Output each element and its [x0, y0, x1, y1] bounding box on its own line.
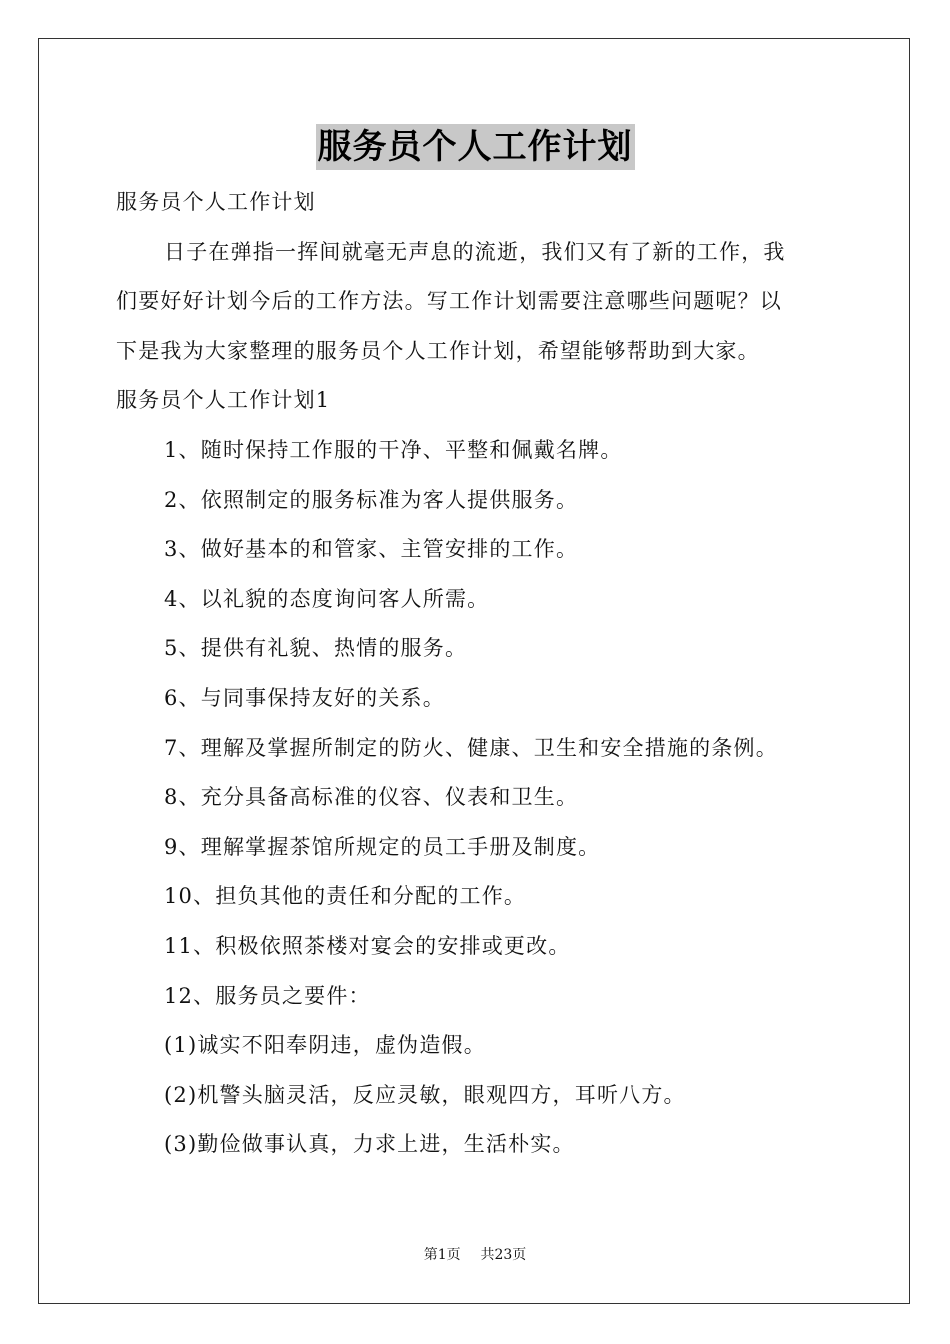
page-number: 第1页: [423, 1247, 461, 1263]
title-wrap: [0, 124, 950, 170]
text-line: 7、理解及掌握所制定的防火、健康、卫生和安全措施的条例。: [164, 735, 778, 760]
text-line: 8、充分具备高标准的仪容、仪表和卫生。: [164, 785, 579, 810]
text-line: 10、担负其他的责任和分配的工作。: [164, 884, 527, 909]
text-line: 5、提供有礼貌、热情的服务。: [164, 636, 468, 661]
document-title: 服务员个人工作计划: [316, 124, 635, 170]
page-footer: [0, 1244, 950, 1264]
document-body: [116, 178, 836, 1170]
text-line: 下是我为大家整理的服务员个人工作计划，希望能够帮助到大家。: [116, 338, 760, 363]
text-line: 2、依照制定的服务标准为客人提供服务。: [164, 487, 579, 512]
text-line: 服务员个人工作计划1: [116, 388, 331, 413]
text-line: (1)诚实不阳奉阴违，虚伪造假。: [164, 1033, 486, 1058]
text-line: 4、以礼貌的态度询问客人所需。: [164, 586, 490, 611]
text-line: 服务员个人工作计划: [116, 190, 316, 214]
text-line: 12、服务员之要件：: [164, 983, 371, 1008]
text-line: 6、与同事保持友好的关系。: [164, 685, 445, 710]
text-line: 1、随时保持工作服的干净、平整和佩戴名牌。: [164, 437, 623, 462]
text-line: (2)机警头脑灵活，反应灵敏，眼观四方，耳听八方。: [164, 1082, 686, 1107]
text-line: 们要好好计划今后的工作方法。写工作计划需要注意哪些问题呢？以: [116, 289, 782, 314]
text-line: 11、积极依照茶楼对宴会的安排或更改。: [164, 933, 571, 958]
text-line: (3)勤俭做事认真，力求上进，生活朴实。: [164, 1132, 575, 1157]
text-line: 日子在弹指一挥间就毫无声息的流逝，我们又有了新的工作，我: [164, 239, 786, 264]
text-line: 3、做好基本的和管家、主管安排的工作。: [164, 537, 579, 562]
page-total: 共23页: [480, 1247, 527, 1263]
text-line: 9、理解掌握茶馆所规定的员工手册及制度。: [164, 834, 601, 859]
